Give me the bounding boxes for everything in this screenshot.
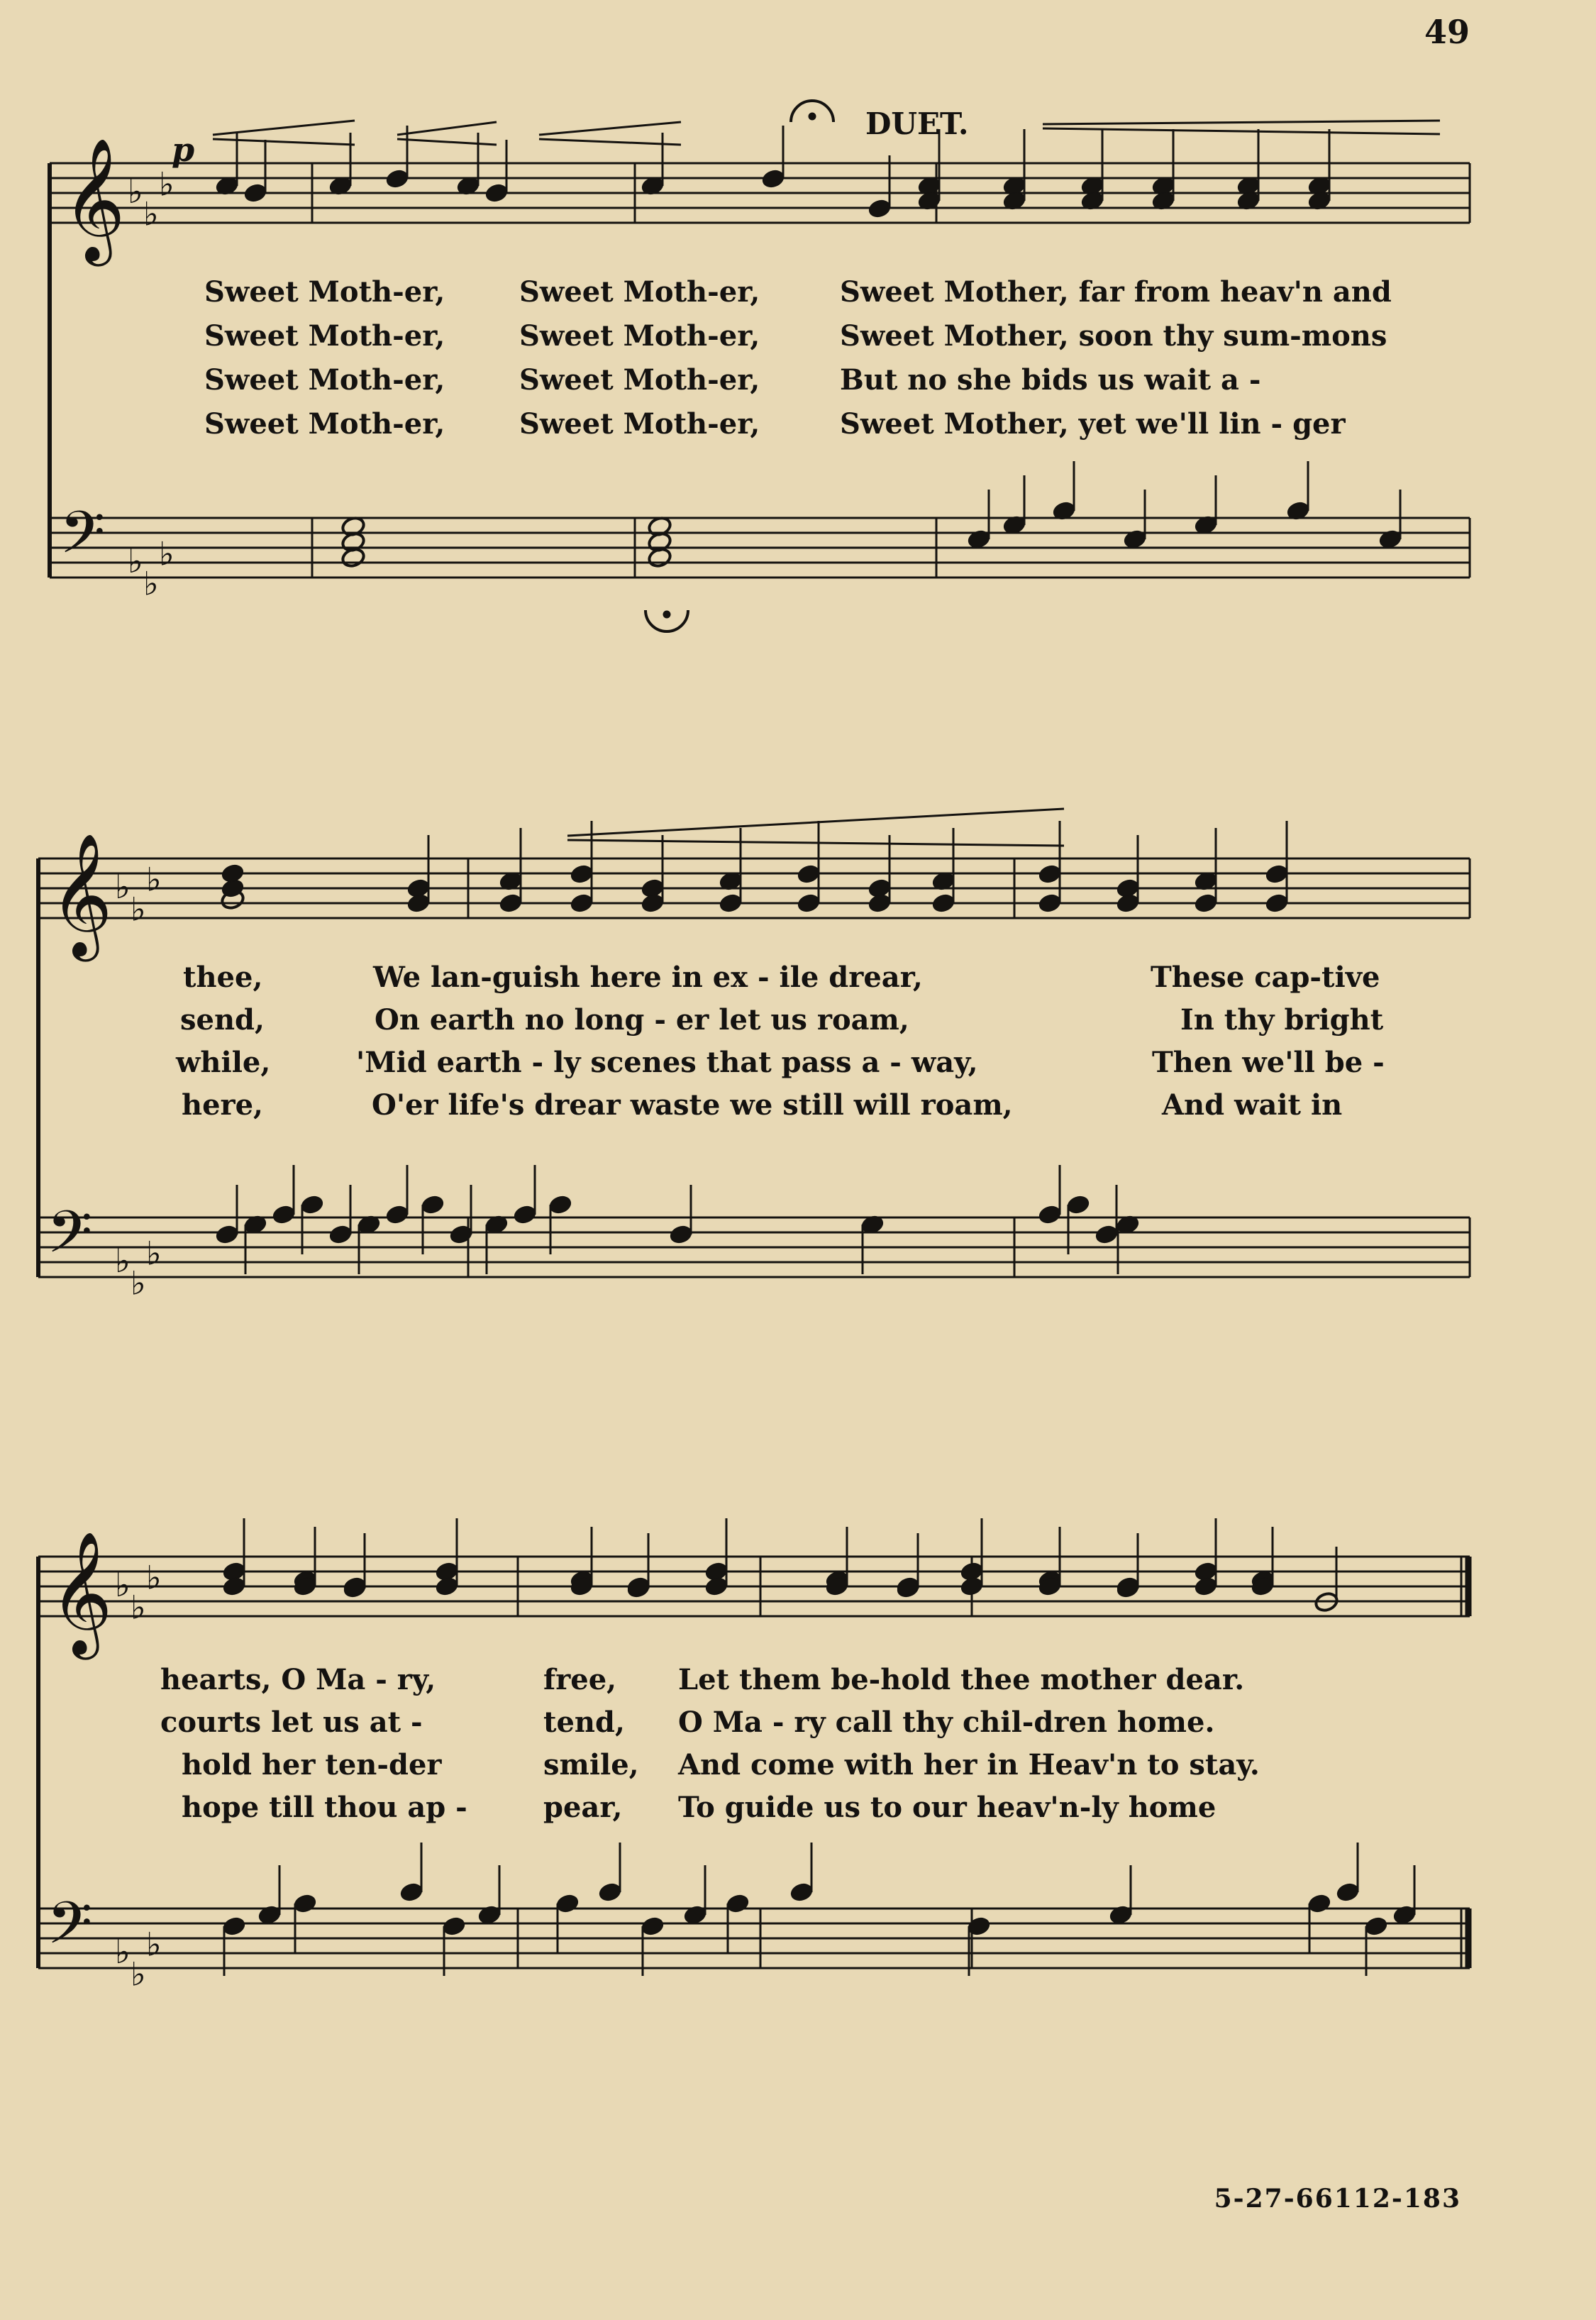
lyric: hearts, O Ma - ry, (160, 1663, 436, 1696)
treble-clef-icon: 𝄞 (50, 1531, 113, 1655)
flat-icon: ♭ (143, 564, 159, 603)
lyric: Sweet Mother, soon thy sum-mons (840, 319, 1387, 353)
lyric: smile, (543, 1748, 639, 1782)
lyric: here, (182, 1088, 263, 1122)
hairpin (1043, 121, 1440, 124)
lyric: Sweet Moth-er, (519, 407, 760, 441)
lyric: O Ma - ry call thy chil-dren home. (678, 1706, 1215, 1739)
hairpin (213, 121, 355, 135)
lyric: hope till thou ap - (182, 1791, 467, 1824)
treble-clef-icon: 𝄞 (50, 833, 113, 956)
fermata-dot (809, 113, 816, 120)
flat-icon: ♭ (146, 860, 162, 899)
lyric: But no she bids us wait a - (840, 363, 1261, 397)
lyric: Sweet Mother, yet we'll lin - ger (840, 407, 1346, 441)
lyric: thee, (183, 961, 263, 994)
hairpin (567, 840, 1064, 846)
lyric: On earth no long - er let us roam, (375, 1003, 909, 1037)
hairpin (397, 139, 497, 145)
lyric: Sweet Mother, far from heav'n and (840, 275, 1392, 309)
flat-icon: ♭ (131, 1588, 146, 1627)
lyric: O'er life's drear waste we still will roam, (372, 1088, 1013, 1122)
lyric: To guide us to our heav'n-ly home (678, 1791, 1217, 1824)
lyric: Sweet Moth-er, (519, 363, 760, 397)
page-number: 49 (1424, 13, 1470, 51)
flat-icon: ♭ (115, 1242, 131, 1280)
flat-icon: ♭ (159, 165, 174, 204)
lyric: courts let us at - (160, 1706, 423, 1739)
flat-icon: ♭ (128, 172, 143, 211)
flat-icon: ♭ (131, 1264, 146, 1303)
flat-icon: ♭ (115, 868, 131, 906)
flat-icon: ♭ (115, 1933, 131, 1971)
dynamic-marking: p (172, 131, 195, 169)
flat-icon: ♭ (128, 542, 143, 580)
note-head (220, 863, 245, 885)
flat-icon: ♭ (115, 1566, 131, 1604)
flat-icon: ♭ (159, 534, 174, 573)
lyric: send, (180, 1003, 265, 1037)
hairpin (539, 139, 681, 145)
lyric: 'Mid earth - ly scenes that pass a - way, (356, 1046, 978, 1079)
bass-clef-icon: 𝄢 (47, 1889, 93, 1972)
lyric: hold her ten-der (182, 1748, 442, 1782)
lyric: while, (176, 1046, 271, 1079)
flat-icon: ♭ (143, 194, 159, 233)
lyric: These cap-tive (1151, 961, 1380, 994)
treble-clef-icon: 𝄞 (62, 138, 126, 261)
note-head (340, 547, 366, 569)
lyric: Sweet Moth-er, (204, 363, 445, 397)
flat-icon: ♭ (131, 1955, 146, 1994)
lyric: Then we'll be - (1152, 1046, 1385, 1079)
lyric: pear, (543, 1791, 623, 1824)
lyric: We lan-guish here in ex - ile drear, (373, 961, 923, 994)
lyric: And come with her in Heav'n to stay. (678, 1748, 1260, 1782)
flat-icon: ♭ (146, 1558, 162, 1597)
hairpin (397, 122, 497, 135)
flat-icon: ♭ (131, 890, 146, 929)
hairpin (539, 122, 681, 135)
bass-clef-icon: 𝄢 (47, 1198, 93, 1281)
lyric: Sweet Moth-er, (204, 275, 445, 309)
lyric: Sweet Moth-er, (519, 275, 760, 309)
lyric: In thy bright (1180, 1003, 1384, 1037)
flat-icon: ♭ (146, 1234, 162, 1273)
lyric: Sweet Moth-er, (519, 319, 760, 353)
note-head (647, 547, 672, 569)
lyric: Sweet Moth-er, (204, 407, 445, 441)
section-label: DUET. (865, 106, 969, 141)
plate-number: 5-27-66112-183 (1214, 2184, 1461, 2214)
hairpin (213, 139, 355, 145)
bass-clef-icon: 𝄢 (60, 498, 106, 581)
lyric: tend, (543, 1706, 625, 1739)
fermata-dot (663, 611, 670, 618)
flat-icon: ♭ (146, 1925, 162, 1964)
lyric: And wait in (1162, 1088, 1343, 1122)
hairpin (567, 809, 1064, 836)
lyric: Let them be-hold thee mother dear. (678, 1663, 1245, 1696)
lyric: free, (543, 1663, 617, 1696)
lyric: Sweet Moth-er, (204, 319, 445, 353)
